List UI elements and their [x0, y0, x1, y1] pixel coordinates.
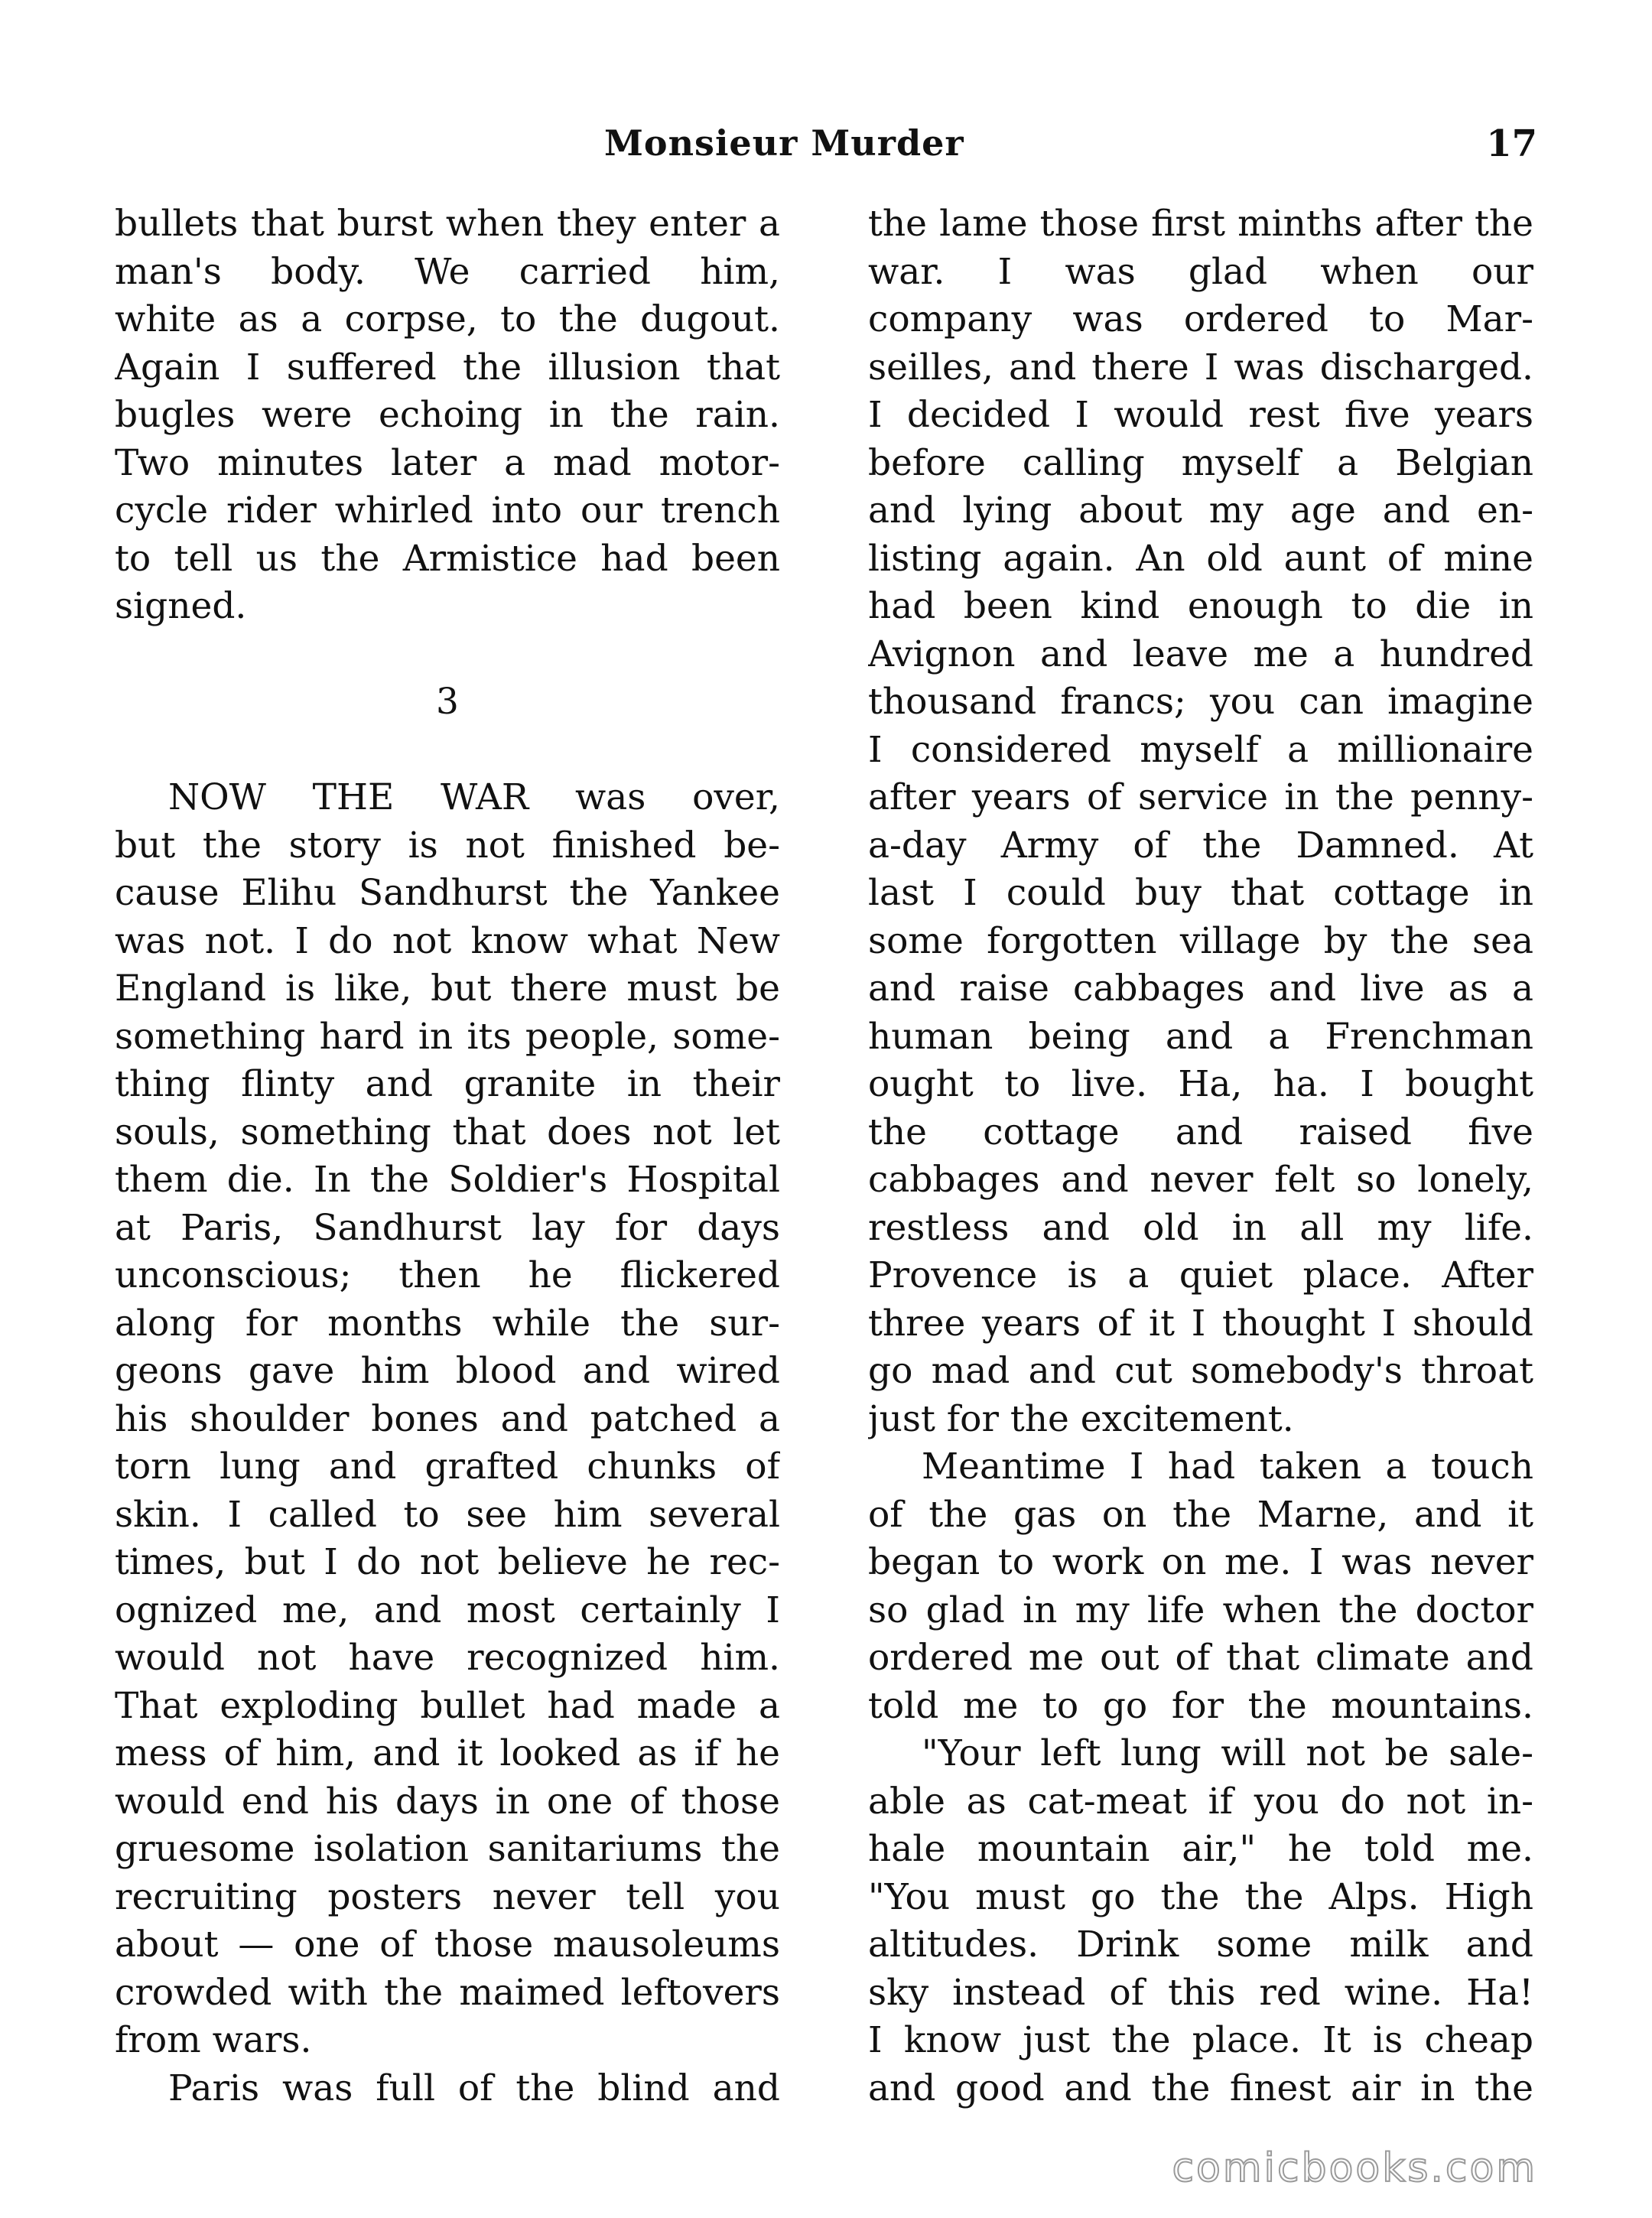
text-line: but the story is not finished be-	[115, 824, 780, 867]
left-paragraph-3	[115, 2065, 780, 2113]
text-line: company was ordered to Mar-	[868, 298, 1533, 340]
text-line: hale mountain air," he told me.	[868, 1828, 1533, 1870]
text-line: would not have recognized him.	[115, 1637, 780, 1679]
text-line: cabbages and never felt so lonely,	[868, 1159, 1533, 1201]
text-line: ognized me, and most certainly I	[115, 1589, 780, 1631]
text-line: last I could buy that cottage in	[868, 872, 1533, 914]
text-line: go mad and cut somebody's throat	[868, 1350, 1533, 1392]
text-line: and raise cabbages and live as a	[868, 968, 1533, 1010]
watermark-logo: comicbooks.com	[1172, 2145, 1537, 2191]
text-line: unconscious; then he flickered	[115, 1254, 780, 1296]
text-line: the lame those first minths after the	[868, 203, 1533, 245]
text-line: I decided I would rest five years	[868, 394, 1533, 436]
text-line: thing flinty and granite in their	[115, 1063, 780, 1105]
text-line: began to work on me. I was never	[868, 1541, 1533, 1583]
text-line: I know just the place. It is cheap	[868, 2019, 1533, 2061]
text-line: was not. I do not know what New	[115, 919, 780, 962]
text-line: Two minutes later a mad motor-	[115, 441, 780, 484]
spacer	[115, 631, 780, 679]
text-line: torn lung and grafted chunks of	[115, 1446, 780, 1488]
text-line: from wars.	[115, 2019, 312, 2061]
left-paragraph-2	[115, 774, 780, 2065]
text-line: gruesome isolation sanitariums the	[115, 1828, 780, 1870]
text-line: some forgotten village by the sea	[868, 919, 1533, 962]
text-line: and good and the finest air in the	[868, 2067, 1533, 2109]
text-line: would end his days in one of those	[115, 1780, 780, 1823]
text-line: listing again. An old aunt of mine	[868, 537, 1533, 580]
text-line: crowded with the maimed leftovers	[115, 1971, 780, 2014]
text-line: to tell us the Armistice had been	[115, 537, 780, 580]
text-line: before calling myself a Belgian	[868, 441, 1533, 484]
left-column	[115, 200, 780, 2112]
text-line: had been kind enough to die in	[868, 585, 1533, 627]
text-line: a-day Army of the Damned. At	[868, 824, 1533, 867]
text-line: "Your left lung will not be sale-	[922, 1732, 1533, 1774]
text-line: geons gave him blood and wired	[115, 1350, 780, 1392]
text-line: of the gas on the Marne, and it	[868, 1493, 1533, 1536]
text-line: three years of it I thought I should	[868, 1302, 1533, 1345]
text-line: ought to live. Ha, ha. I bought	[868, 1063, 1533, 1105]
text-line: skin. I called to see him several	[115, 1493, 780, 1536]
text-line: human being and a Frenchman	[868, 1015, 1533, 1058]
right-paragraph-2	[868, 1443, 1533, 1730]
text-line: NOW THE WAR was over,	[168, 776, 780, 818]
text-line: signed.	[115, 585, 247, 627]
text-line: seilles, and there I was discharged.	[868, 346, 1533, 389]
text-line: after years of service in the penny-	[868, 776, 1533, 818]
running-title: Monsieur Murder	[604, 122, 964, 164]
text-line: recruiting posters never tell you	[115, 1875, 780, 1918]
text-line: Provence is a quiet place. After	[868, 1254, 1533, 1296]
text-line: altitudes. Drink some milk and	[868, 1924, 1533, 1966]
text-line: That exploding bullet had made a	[115, 1684, 780, 1727]
text-line: cycle rider whirled into our trench	[115, 489, 780, 532]
text-line: "You must go the the Alps. High	[868, 1875, 1533, 1918]
text-line: about — one of those mausoleums	[115, 1924, 780, 1966]
text-line: cause Elihu Sandhurst the Yankee	[115, 872, 780, 914]
text-line: Avignon and leave me a hundred	[868, 633, 1533, 675]
text-line: and lying about my age and en-	[868, 489, 1533, 532]
text-line: England is like, but there must be	[115, 968, 780, 1010]
text-line: man's body. We carried him,	[115, 250, 780, 293]
section-number: 3	[436, 681, 459, 723]
spacer	[115, 727, 780, 775]
text-line: at Paris, Sandhurst lay for days	[115, 1206, 780, 1249]
text-line: thousand francs; you can imagine	[868, 681, 1533, 723]
text-line: told me to go for the mountains.	[868, 1684, 1533, 1727]
text-line: white as a corpse, to the dugout.	[115, 298, 780, 340]
right-paragraph-1	[868, 200, 1533, 1443]
text-line: ordered me out of that climate and	[868, 1637, 1533, 1679]
text-line: the cottage and raised five	[868, 1111, 1533, 1153]
text-line: restless and old in all my life.	[868, 1206, 1533, 1249]
text-line: bugles were echoing in the rain.	[115, 394, 780, 436]
right-paragraph-3	[868, 1730, 1533, 2112]
page-number: 17	[1486, 122, 1537, 165]
text-line: mess of him, and it looked as if he	[115, 1732, 780, 1774]
left-paragraph-1	[115, 200, 780, 631]
text-line: sky instead of this red wine. Ha!	[868, 1971, 1533, 2014]
text-line: along for months while the sur-	[115, 1302, 780, 1345]
text-line: just for the excitement.	[868, 1397, 1294, 1440]
text-line: something hard in its people, some-	[115, 1015, 780, 1058]
text-line: Paris was full of the blind and	[168, 2067, 780, 2109]
running-head	[0, 122, 1652, 184]
text-line: Again I suffered the illusion that	[115, 346, 780, 389]
text-line: Meantime I had taken a touch	[922, 1446, 1533, 1488]
text-line: times, but I do not believe he rec-	[115, 1541, 780, 1583]
text-line: bullets that burst when they enter a	[115, 203, 780, 245]
text-line: souls, something that does not let	[115, 1111, 780, 1153]
text-line: I considered myself a millionaire	[868, 728, 1533, 771]
text-line: war. I was glad when our	[868, 250, 1533, 293]
text-line: able as cat-meat if you do not in-	[868, 1780, 1533, 1823]
text-line: so glad in my life when the doctor	[868, 1589, 1533, 1631]
right-column	[868, 200, 1533, 2112]
text-line: his shoulder bones and patched a	[115, 1397, 780, 1440]
text-line: them die. In the Soldier's Hospital	[115, 1159, 780, 1201]
